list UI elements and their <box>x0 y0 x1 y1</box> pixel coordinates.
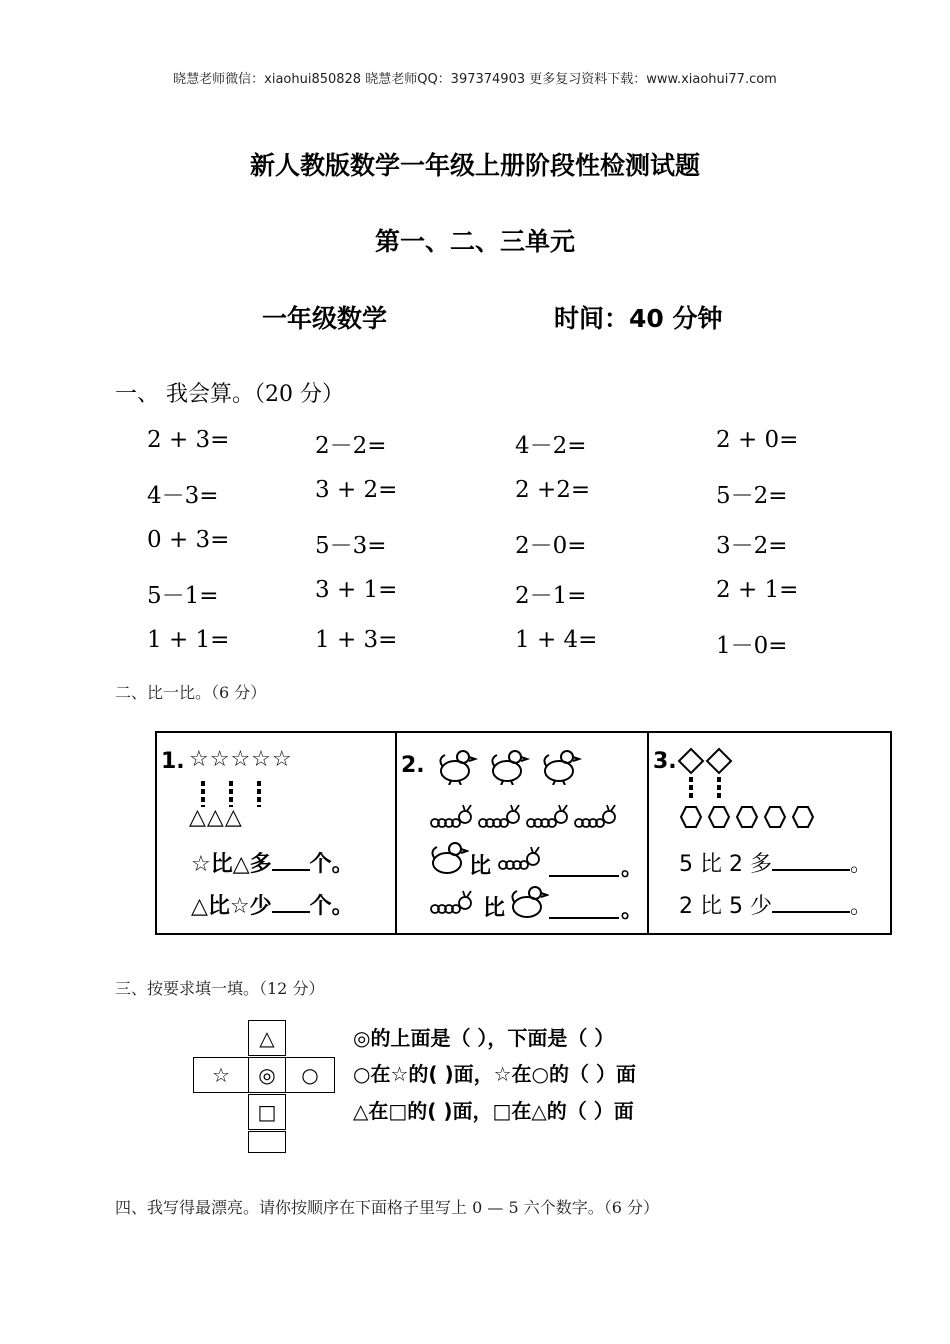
panel3-question1 <box>679 847 872 878</box>
grid-left-cell: ☆ <box>193 1057 249 1093</box>
panel2-compare-word: 比 <box>469 854 492 879</box>
calc-problem: 2－1= <box>515 583 587 609</box>
section3-heading: 三、按要求填一填。（12 分） <box>115 979 325 998</box>
panel1-q2-text: △比☆少 <box>191 894 272 919</box>
panel3-q2-text: 2 比 5 少 <box>679 894 772 919</box>
calc-problem: 1－0= <box>716 633 788 659</box>
answer-blank[interactable] <box>272 851 310 871</box>
time-label: 时间：40 分钟 <box>554 304 723 333</box>
calc-problem: 1 + 3= <box>315 627 398 653</box>
panel2-period: 。 <box>621 856 644 881</box>
caterpillar-icon <box>495 845 549 875</box>
answer-blank[interactable] <box>549 857 619 877</box>
section3-question3: △在□的( )面，□在△的（ ）面 <box>353 1099 634 1123</box>
section2-heading: 二、比一比。（6 分） <box>115 683 267 702</box>
panel3-number: 3. <box>653 749 677 774</box>
stars-row: ☆☆☆☆☆ <box>189 747 293 772</box>
triangles-row: △△△ <box>189 805 243 830</box>
grid-top-cell: △ <box>248 1020 286 1056</box>
caterpillar-icon <box>427 889 481 919</box>
calc-problem: 2－0= <box>515 533 587 559</box>
panel3-q1-text: 5 比 2 多 <box>679 852 772 877</box>
compare-panel-3 <box>649 733 890 933</box>
unit-subtitle: 第一、二、三单元 <box>374 227 575 256</box>
section3-question2: ○在☆的( )面，☆在○的（ ）面 <box>353 1062 636 1086</box>
grid-right-cell: ○ <box>285 1057 335 1093</box>
calc-problem: 3 + 1= <box>315 577 398 603</box>
calc-problem: 2 +2= <box>515 477 591 503</box>
calc-problem: 3 + 2= <box>315 477 398 503</box>
calc-problem: 2 + 0= <box>716 427 799 453</box>
calc-problem: 2 + 1= <box>716 577 799 603</box>
compare-panel-2 <box>397 733 649 933</box>
calc-problem: 5－1= <box>147 583 219 609</box>
calc-problem: 2－2= <box>315 433 387 459</box>
panel1-question1 <box>191 847 354 878</box>
header-contact-line: 晓慧老师微信：xiaohui850828 晓慧老师QQ：397374903 更多复习资料下载：www.xiaohui77.com <box>173 72 777 87</box>
calc-problem: 1 + 1= <box>147 627 230 653</box>
diamonds-hexagons-diagram <box>677 747 837 833</box>
calc-problem: 2 + 3= <box>147 427 230 453</box>
panel1-q1-text: ☆比△多 <box>191 852 272 877</box>
answer-blank[interactable] <box>272 893 310 913</box>
calc-problem: 1 + 4= <box>515 627 598 653</box>
answer-blank[interactable] <box>772 851 850 871</box>
calc-problem: 5－2= <box>716 483 788 509</box>
panel3-period: 。 <box>849 852 872 877</box>
compare-box <box>155 731 892 935</box>
panel2-period: 。 <box>621 898 644 923</box>
section3-question1: ◎的上面是（ ），下面是（ ） <box>353 1026 615 1050</box>
section1-heading: 一、 我会算。（20 分） <box>115 382 344 407</box>
answer-blank[interactable] <box>772 893 850 913</box>
caterpillar-icons <box>427 803 627 833</box>
panel1-q2-unit: 个。 <box>309 894 354 919</box>
panel3-period: 。 <box>849 894 872 919</box>
chicken-icon <box>509 883 549 923</box>
compare-panel-1 <box>157 733 397 933</box>
calc-problem: 0 + 3= <box>147 527 230 553</box>
subject-label: 一年级数学 <box>262 304 388 333</box>
panel2-compare-word: 比 <box>483 896 506 921</box>
calc-problem: 4－2= <box>515 433 587 459</box>
calc-problem: 3－2= <box>716 533 788 559</box>
page-title: 新人教版数学一年级上册阶段性检测试题 <box>249 151 700 180</box>
calc-problem: 5－3= <box>315 533 387 559</box>
grid-extra-cell <box>248 1131 286 1153</box>
calc-problem: 4－3= <box>147 483 219 509</box>
panel1-q1-unit: 个。 <box>309 852 354 877</box>
panel1-question2 <box>191 889 354 920</box>
chicken-icons <box>427 745 597 785</box>
chicken-icon <box>429 839 469 879</box>
panel3-question2 <box>679 889 872 920</box>
grid-bottom-cell: □ <box>248 1094 286 1130</box>
panel2-number: 2. <box>401 753 425 778</box>
answer-blank[interactable] <box>549 899 619 919</box>
panel1-number: 1. <box>161 749 185 774</box>
grid-center-cell: ◎ <box>248 1057 286 1093</box>
section4-heading: 四、我写得最漂亮。请你按顺序在下面格子里写上 0 — 5 六个数字。（6 分） <box>115 1198 659 1217</box>
